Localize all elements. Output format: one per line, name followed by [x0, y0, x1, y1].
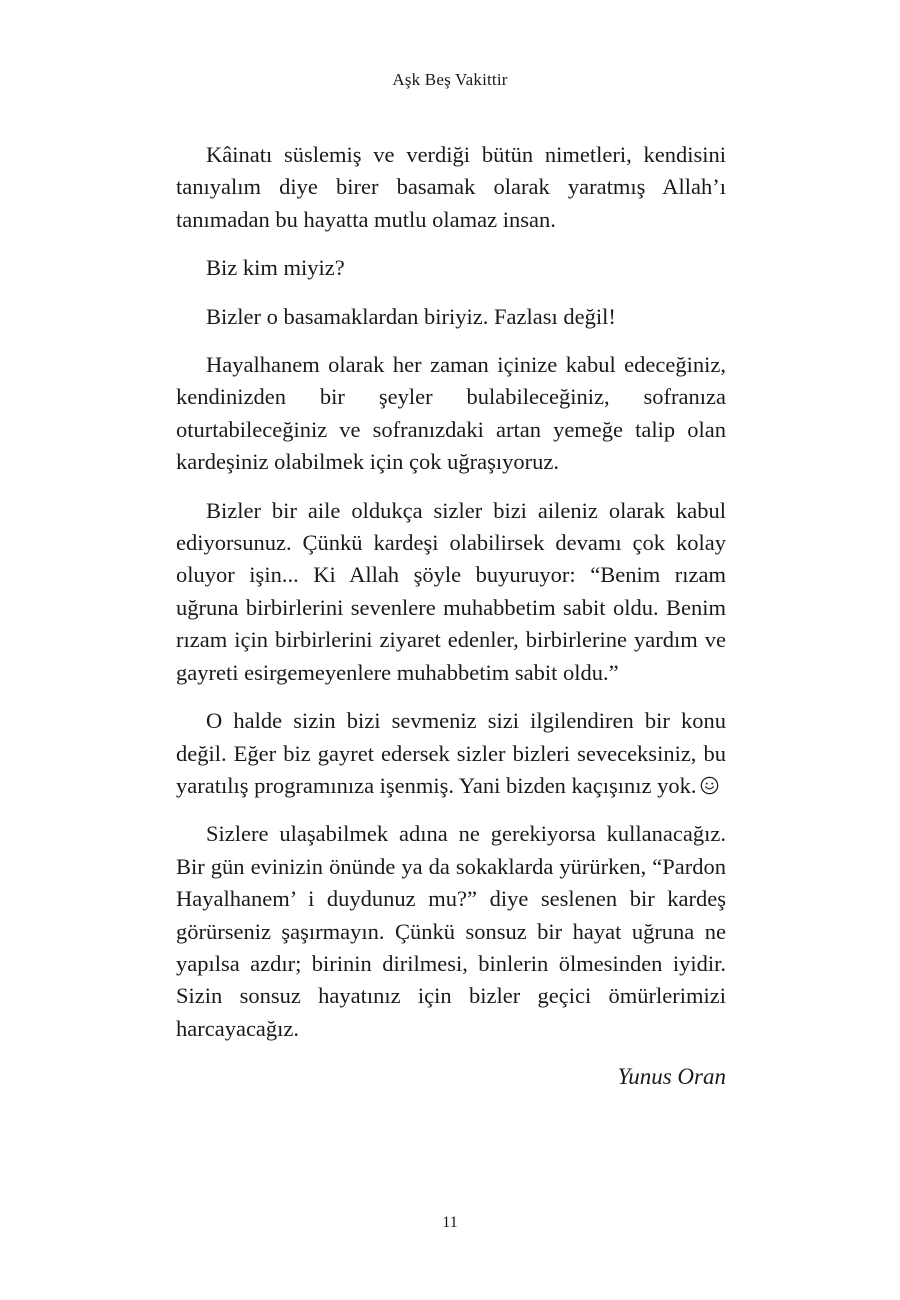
page-number: 11 — [442, 1214, 458, 1231]
paragraph-3: Bizler o basamaklardan biriyiz. Fazlası değil! — [206, 303, 616, 329]
body-text — [176, 139, 726, 1094]
paragraph-7: Sizlere ulaşabilmek adına ne gerekiyorsa kullanacağız. Bir gün evinizin önünde ya da sokaklarda yürürken, “Pardon Hayalhanem’ i duydunuz mu?” diye seslenen bir kardeş görürseniz şaşırmayın. Çünkü sonsuz bir hayat uğruna ne yapılsa azdır; birinin dirilmesi, binlerin ölmesinden iyidir. Sizin sonsuz hayatınız için bizler geçici ömürlerimizi harcayacağız. — [176, 821, 726, 1041]
paragraph-4: Hayalhanem olarak her zaman içinize kabul edeceğiniz, kendinizden bir şeyler bulabileceğiniz, sofranıza oturtabileceğiniz ve sofranızdaki artan yemeğe talip olan kardeşiniz olabilmek için çok uğraşıyoruz. — [176, 352, 726, 475]
smiley-face-icon — [700, 776, 719, 795]
paragraph-5: Bizler bir aile oldukça sizler bizi aileniz olarak kabul ediyorsunuz. Çünkü kardeşi olabilirsek devamı çok kolay oluyor işin... Ki Allah şöyle buyuruyor: “Benim rızam uğruna birbirlerini sevenlere muhabbetim sabit oldu. Benim rızam için birbirlerini ziyaret edenler, birbirlerine yardım ve gayreti esirgemeyenlere muhabbetim sabit oldu.” — [176, 497, 726, 685]
paragraph-6 — [176, 705, 726, 802]
running-head-title: Aşk Beş Vakittir — [392, 70, 508, 89]
paragraph-1: Kâinatı süslemiş ve verdiği bütün nimetleri, kendisini tanıyalım diye birer basamak olarak yaratmış Allah’ı tanımadan bu hayatta mutlu olamaz insan. — [176, 142, 726, 232]
paragraph-2: Biz kim miyiz? — [206, 255, 345, 281]
paragraph-6-text: O halde sizin bizi sevmeniz sizi ilgilendiren bir konu değil. Eğer biz gayret edersek sizler bizleri seveceksiniz, bu yaratılış programınıza işenmiş. Yani bizden kaçışınız yok. — [176, 708, 726, 798]
author-signature: Yunus Oran — [617, 1064, 726, 1090]
